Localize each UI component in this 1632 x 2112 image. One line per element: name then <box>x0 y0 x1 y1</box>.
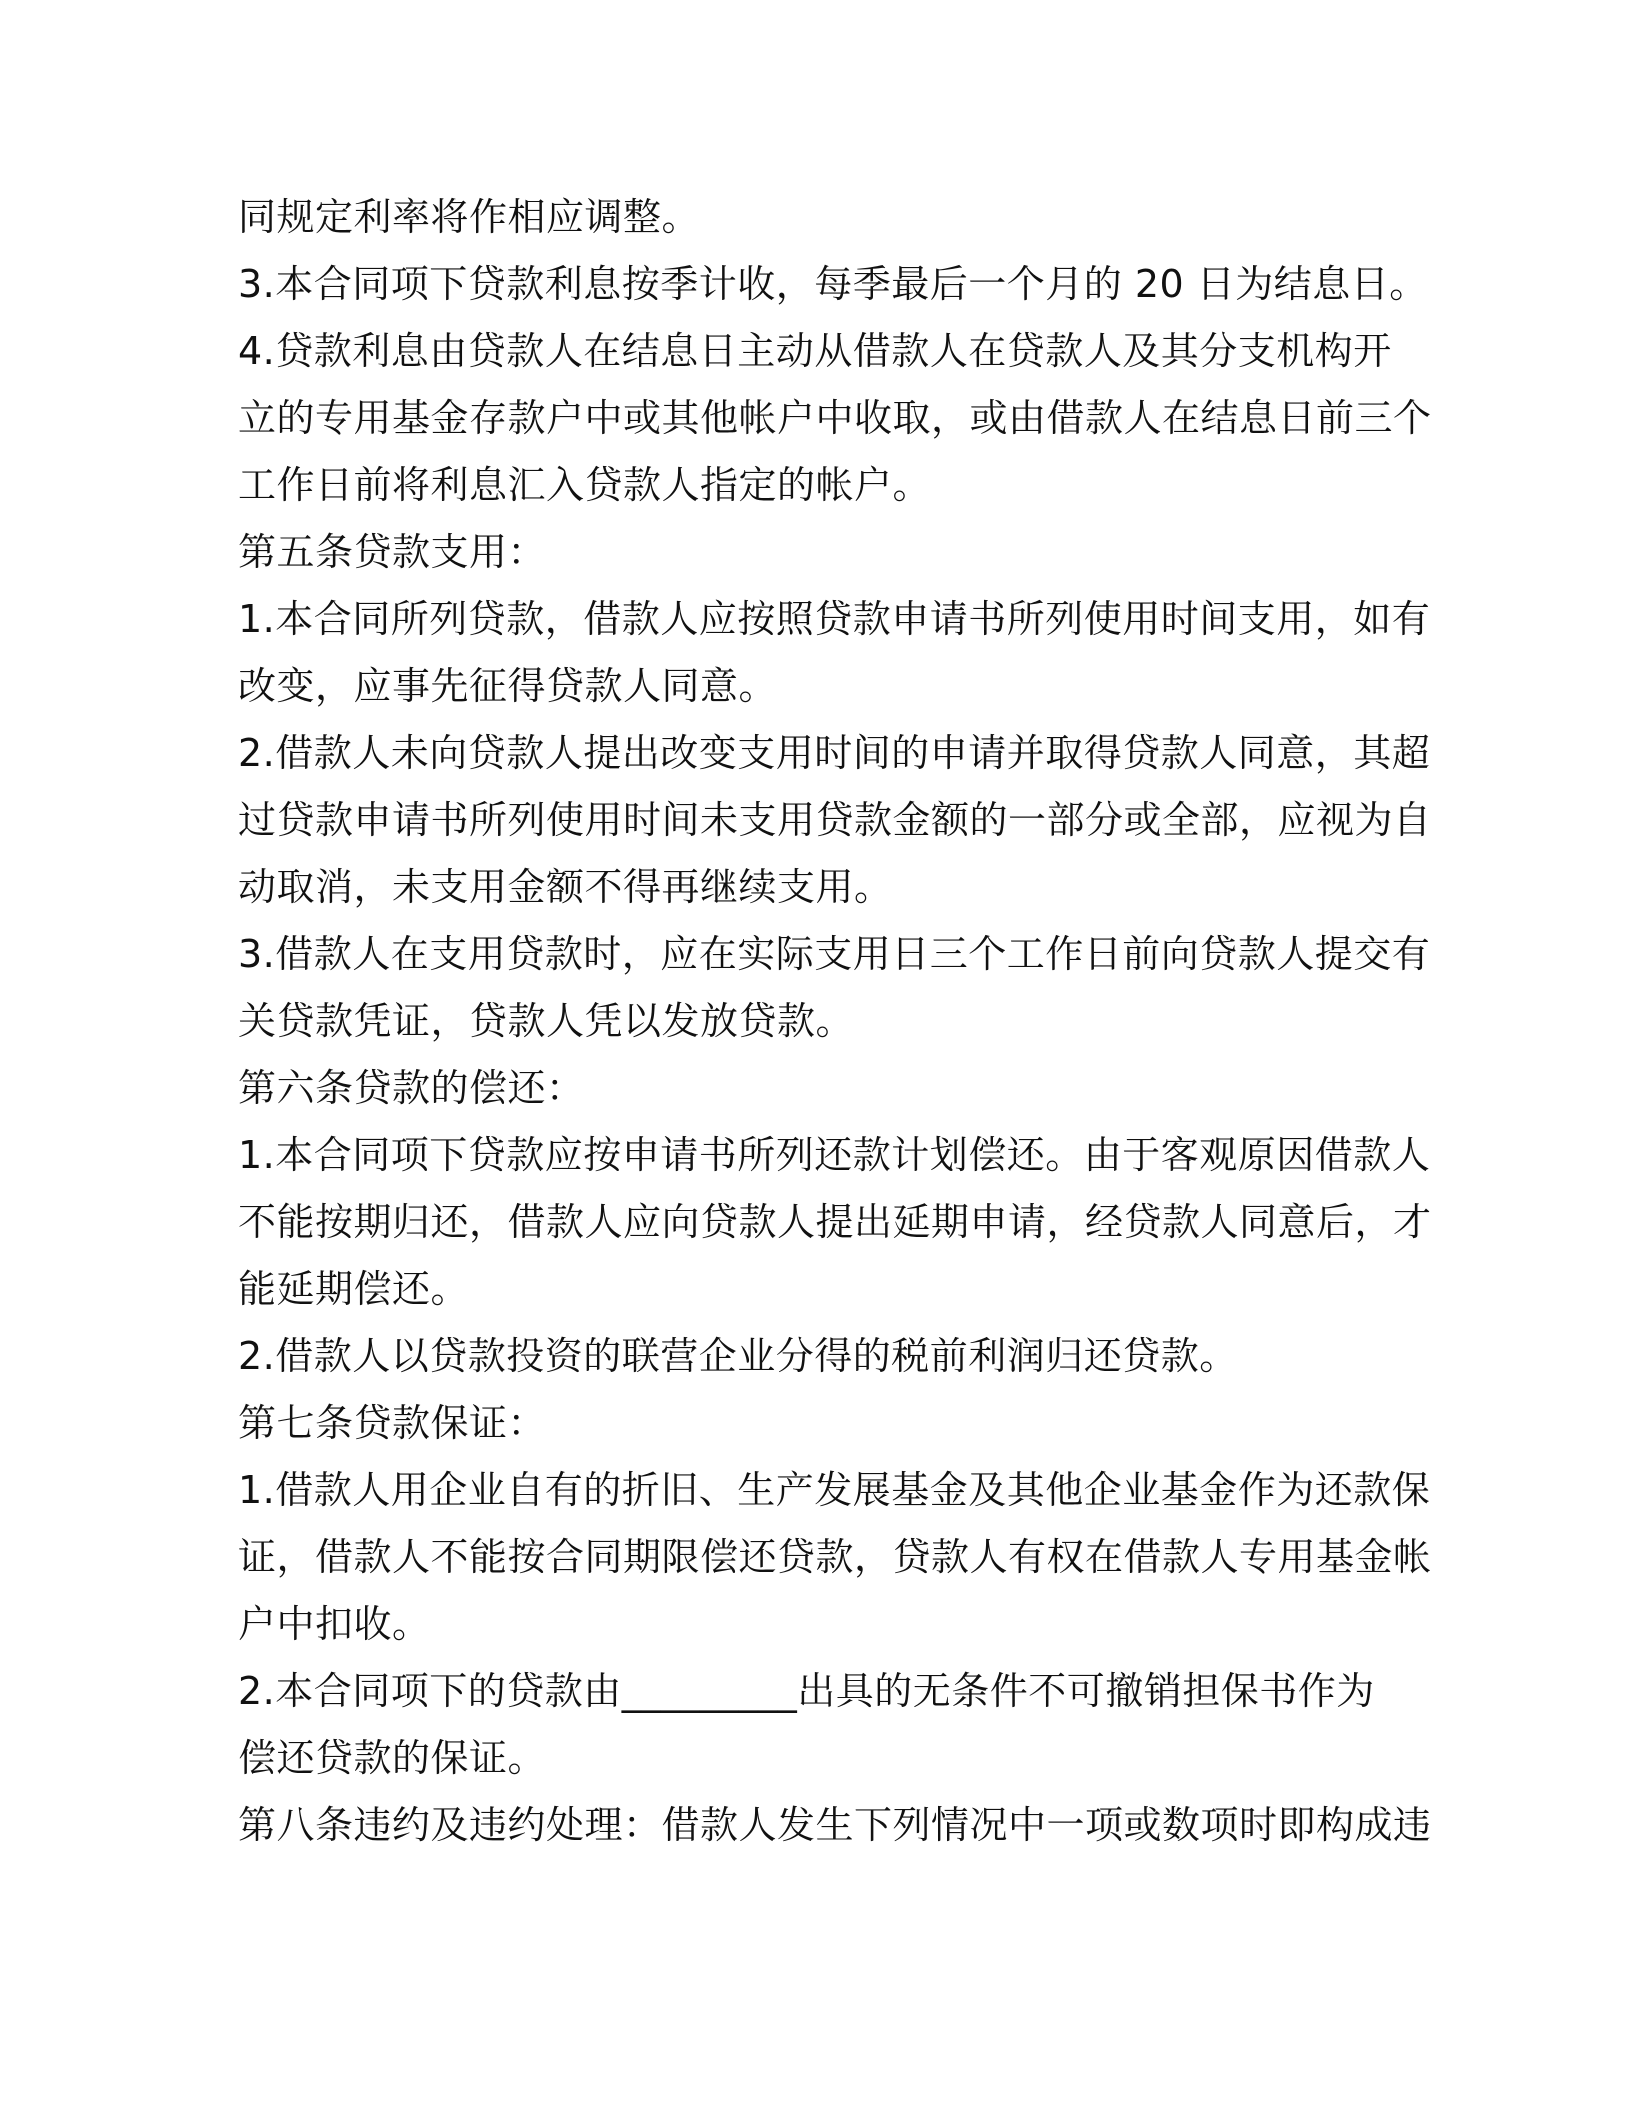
text-line: 1.借款人用企业自有的折旧、生产发展基金及其他企业基金作为还款保 <box>238 1468 1431 1512</box>
text-line: 改变，应事先征得贷款人同意。 <box>238 664 778 708</box>
text-line: 4.贷款利息由贷款人在结息日主动从借款人在贷款人及其分支机构开 <box>238 329 1392 373</box>
text-line: 工作日前将利息汇入贷款人指定的帐户。 <box>238 463 932 507</box>
text-line: 2.本合同项下的贷款由_________出具的无条件不可撤销担保书作为 <box>238 1669 1375 1713</box>
section-heading: 第五条贷款支用： <box>238 530 547 574</box>
section-heading: 第八条违约及违约处理：借款人发生下列情况中一项或数项时即构成违 <box>238 1803 1432 1847</box>
text-line: 偿还贷款的保证。 <box>238 1736 547 1780</box>
section-heading: 第六条贷款的偿还： <box>238 1066 585 1110</box>
text-line: 2.借款人以贷款投资的联营企业分得的税前利润归还贷款。 <box>238 1334 1238 1378</box>
text-line: 过贷款申请书所列使用时间未支用贷款金额的一部分或全部，应视为自 <box>238 798 1432 842</box>
contract-text <box>238 184 1432 1859</box>
text-line: 证，借款人不能按合同期限偿还贷款，贷款人有权在借款人专用基金帐 <box>238 1535 1432 1579</box>
text-line: 动取消，未支用金额不得再继续支用。 <box>238 865 893 909</box>
text-line: 3.本合同项下贷款利息按季计收，每季最后一个月的 20 日为结息日。 <box>238 262 1428 306</box>
text-line: 1.本合同项下贷款应按申请书所列还款计划偿还。由于客观原因借款人 <box>238 1133 1431 1177</box>
text-line: 关贷款凭证，贷款人凭以发放贷款。 <box>238 999 855 1043</box>
text-line: 2.借款人未向贷款人提出改变支用时间的申请并取得贷款人同意，其超 <box>238 731 1431 775</box>
text-line: 同规定利率将作相应调整。 <box>238 195 701 239</box>
text-line: 能延期偿还。 <box>238 1267 470 1311</box>
text-line: 不能按期归还，借款人应向贷款人提出延期申请，经贷款人同意后，才 <box>238 1200 1432 1244</box>
text-line: 立的专用基金存款户中或其他帐户中收取，或由借款人在结息日前三个 <box>238 396 1432 440</box>
section-heading: 第七条贷款保证： <box>238 1401 547 1445</box>
text-line: 3.借款人在支用贷款时，应在实际支用日三个工作日前向贷款人提交有 <box>238 932 1431 976</box>
text-line: 户中扣收。 <box>238 1602 431 1646</box>
text-line: 1.本合同所列贷款，借款人应按照贷款申请书所列使用时间支用，如有 <box>238 597 1431 641</box>
